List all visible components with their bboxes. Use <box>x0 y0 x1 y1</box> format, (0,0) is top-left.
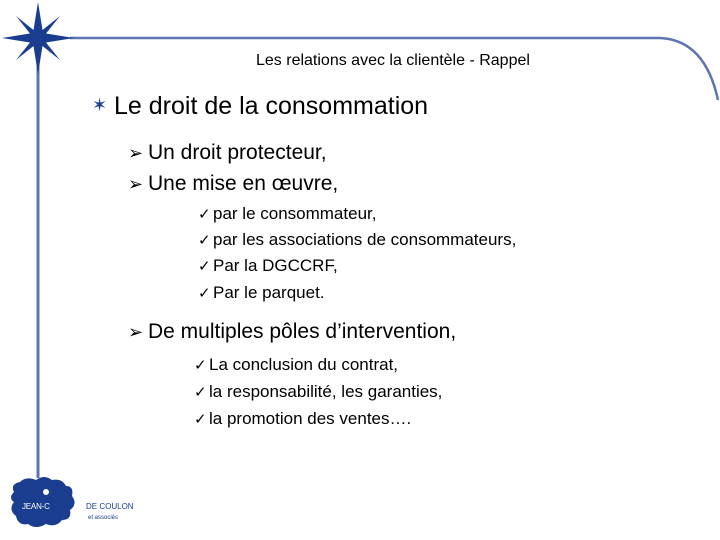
sub-item <box>198 283 325 303</box>
point-text: Une mise en œuvre, <box>148 172 339 195</box>
check-icon: ✓ <box>194 357 207 374</box>
sub-item-text: la responsabilité, les garanties, <box>209 382 443 401</box>
point-text: De multiples pôles d’intervention, <box>148 320 457 343</box>
check-icon: ✓ <box>194 411 207 428</box>
sub-item <box>194 409 411 429</box>
sub-item <box>198 256 338 276</box>
sub-item <box>198 230 516 250</box>
sub-item-text: par le consommateur, <box>213 204 377 223</box>
slide-header-title: Les relations avec la clientèle - Rappel <box>256 52 530 69</box>
sub-item <box>194 355 398 375</box>
sub-item-text: Par le parquet. <box>213 283 325 302</box>
sub-item <box>194 382 442 402</box>
star-icon <box>2 2 74 74</box>
star-bullet-icon: ✶ <box>92 95 108 115</box>
sub-item-text: par les associations de consommateurs, <box>213 230 517 249</box>
logo-name-left: JEAN-C <box>22 502 50 511</box>
point-item <box>128 141 327 165</box>
point-text: Un droit protecteur, <box>148 141 327 164</box>
sub-item <box>198 204 376 224</box>
main-heading <box>92 92 428 121</box>
check-icon: ✓ <box>198 258 211 275</box>
arrow-bullet-icon: ➢ <box>128 143 144 163</box>
point-item <box>128 320 456 344</box>
arrow-bullet-icon: ➢ <box>128 322 144 342</box>
check-icon: ✓ <box>194 384 207 401</box>
arrow-bullet-icon: ➢ <box>128 174 144 194</box>
frame-top-right-curve <box>660 38 718 100</box>
check-icon: ✓ <box>198 232 211 249</box>
sub-item-text: la promotion des ventes…. <box>209 409 412 428</box>
sub-item-text: La conclusion du contrat, <box>209 355 399 374</box>
logo-name-right: DE COULON <box>86 502 134 511</box>
main-heading-text: Le droit de la consommation <box>114 92 429 120</box>
logo-subtitle: et associés <box>88 515 119 521</box>
check-icon: ✓ <box>198 206 211 223</box>
sub-item-text: Par la DGCCRF, <box>213 256 338 275</box>
check-icon: ✓ <box>198 285 211 302</box>
point-item <box>128 172 338 196</box>
